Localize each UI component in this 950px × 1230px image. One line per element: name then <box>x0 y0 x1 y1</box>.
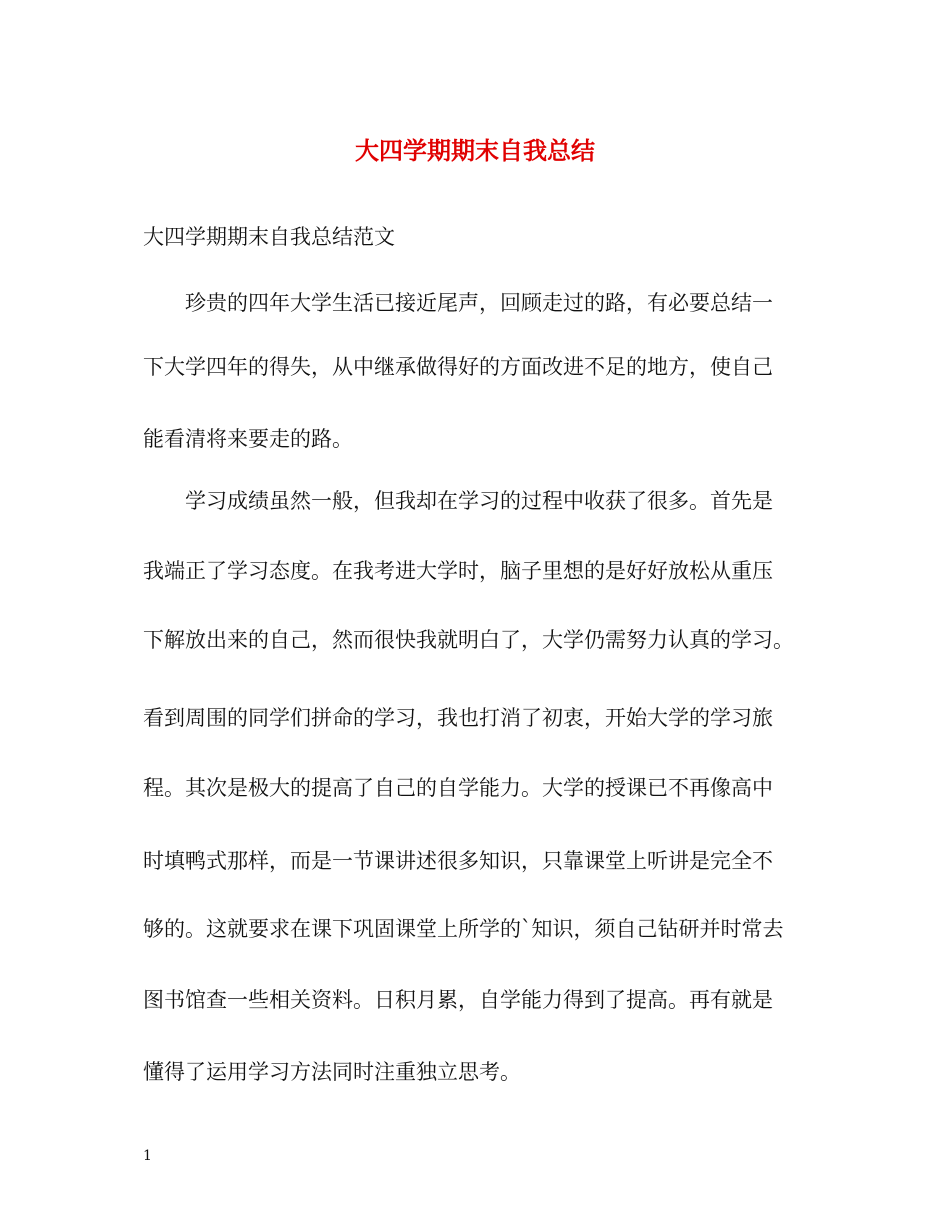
body-line-10: 够的。这就要求在课下巩固课堂上所学的`知识，须自己钻研并时常去 <box>143 917 784 941</box>
body-line-11: 图书馆查一些相关资料。日积月累，自学能力得到了提高。再有就是 <box>143 988 773 1012</box>
page-number: 1 <box>143 1148 152 1164</box>
body-line-4: 学习成绩虽然一般，但我却在学习的过程中收获了很多。首先是 <box>143 489 773 513</box>
body-line-6: 下解放出来的自己，然而很快我就明白了，大学仍需努力认真的学习。 <box>143 628 794 652</box>
body-line-5: 我端正了学习态度。在我考进大学时，脑子里想的是好好放松从重压 <box>143 559 773 583</box>
body-line-1: 珍贵的四年大学生活已接近尾声，回顾走过的路，有必要总结一 <box>143 291 773 315</box>
body-line-2: 下大学四年的得失，从中继承做得好的方面改进不足的地方，使自己 <box>143 355 773 379</box>
body-line-9: 时填鸭式那样，而是一节课讲述很多知识，只靠课堂上听讲是完全不 <box>143 849 773 873</box>
body-line-3: 能看清将来要走的路。 <box>143 427 353 451</box>
body-line-8: 程。其次是极大的提高了自己的自学能力。大学的授课已不再像高中 <box>143 776 773 800</box>
body-line-12: 懂得了运用学习方法同时注重独立思考。 <box>143 1060 521 1084</box>
document-subtitle: 大四学期期末自我总结范文 <box>143 225 395 249</box>
body-line-7: 看到周围的同学们拼命的学习，我也打消了初衷，开始大学的学习旅 <box>143 706 773 730</box>
document-title: 大四学期期末自我总结 <box>355 136 595 165</box>
